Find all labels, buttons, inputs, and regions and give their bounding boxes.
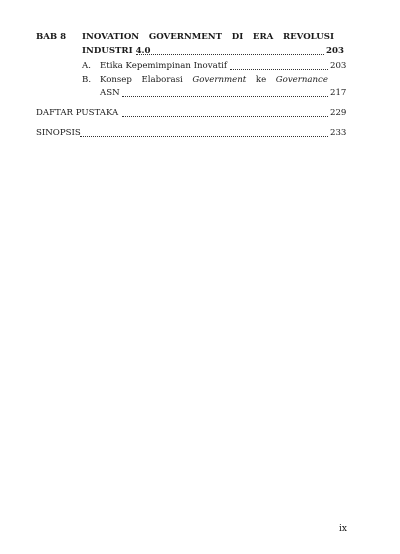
item-title-word: Konsep [100, 75, 132, 85]
item-letter: A. [82, 61, 91, 71]
item-letter: B. [82, 75, 92, 85]
leader-dots [80, 136, 328, 137]
item-title-word: Governance [275, 75, 328, 85]
chapter-title-word: INOVATION [82, 32, 140, 42]
toc-entry-sinopsis: SINOPSIS [36, 128, 81, 138]
chapter-title-word: DI [231, 32, 244, 42]
leader-dots [122, 96, 328, 97]
leader-dots [122, 116, 328, 117]
chapter-title-word: GOVERNMENT [148, 32, 223, 42]
toc-page-daftar-pustaka: 229 [330, 108, 347, 118]
item-title-word: Government [192, 75, 247, 85]
item-title-line2: ASN [100, 88, 120, 98]
item-page: 203 [330, 61, 347, 71]
toc-entry-daftar-pustaka: DAFTAR PUSTAKA [36, 108, 119, 118]
item-title: Etika Kepemimpinan Inovatif [100, 61, 228, 71]
item-title-word: Elaborasi [141, 75, 183, 85]
leader-dots [136, 54, 324, 55]
chapter-page: 203 [326, 46, 344, 56]
chapter-label: BAB 8 [36, 32, 67, 42]
page-number: ix [339, 524, 347, 534]
chapter-title-word: ERA [252, 32, 274, 42]
chapter-title-line1 [82, 32, 334, 43]
item-title-word: ke [255, 75, 267, 85]
leader-dots [230, 69, 328, 70]
toc-page-sinopsis: 233 [330, 128, 347, 138]
chapter-title-line2: INDUSTRI 4.0 [82, 46, 151, 56]
chapter-title-word: REVOLUSI [282, 32, 334, 42]
item-title-line1 [100, 75, 328, 86]
item-page: 217 [330, 88, 347, 98]
